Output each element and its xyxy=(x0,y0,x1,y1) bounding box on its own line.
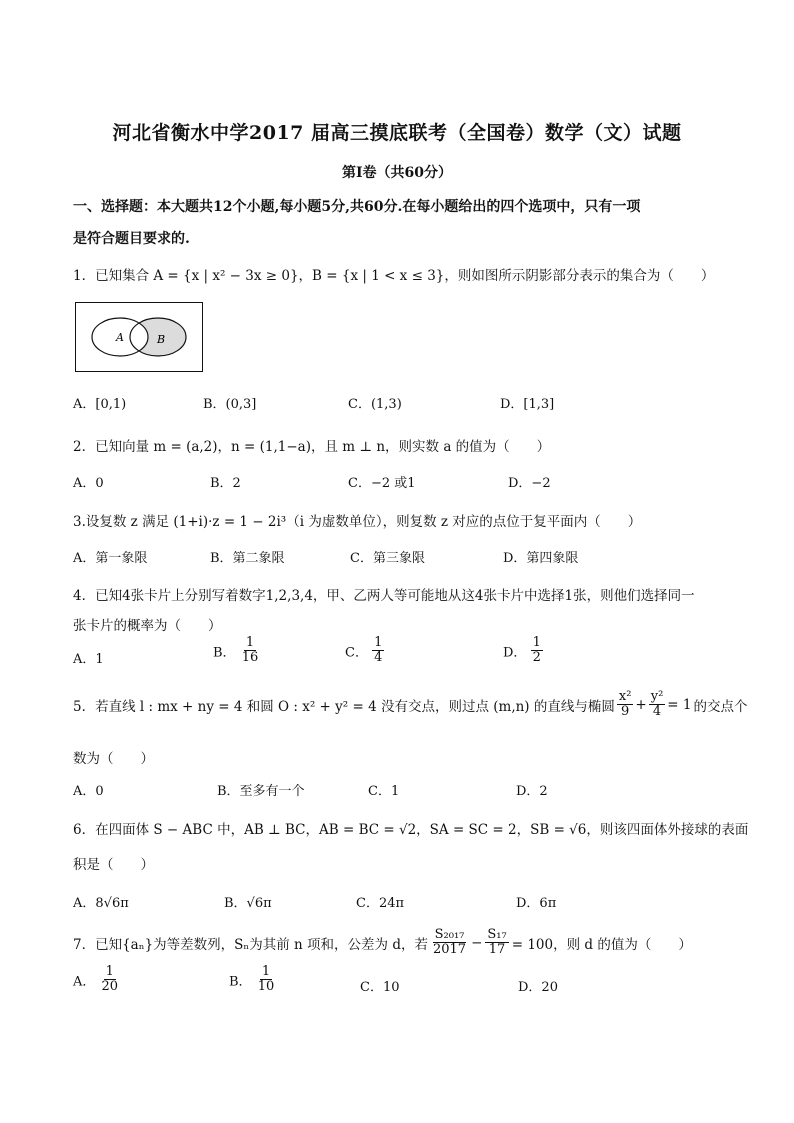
q2-option-d: D．−2 xyxy=(508,476,551,491)
q4-option-c xyxy=(345,636,384,666)
q7-option-c: C．10 xyxy=(360,980,400,995)
q6-option-c: C．24π xyxy=(356,896,405,911)
q7-fraction-2 xyxy=(485,928,508,958)
q4-option-b-label: B． xyxy=(213,645,236,661)
q7-fraction-1 xyxy=(431,928,468,958)
fraction-numerator: S₂₀₁₇ xyxy=(434,927,465,942)
q4-option-c-label: C． xyxy=(345,645,368,661)
venn-diagram xyxy=(75,302,203,372)
q1-option-d: D．[1,3] xyxy=(500,397,555,412)
q4-option-d-fraction xyxy=(531,636,543,666)
fraction-numerator: y² xyxy=(650,689,664,704)
q4-option-d xyxy=(503,636,543,666)
question-1-text: 1．已知集合 A = {x | x² − 3x ≥ 0}，B = {x | 1 < x ≤ 3}，则如图所示阴影部分表示的集合为（ ） xyxy=(73,268,715,284)
q5-option-d: D．2 xyxy=(516,784,548,799)
ellipse-plus: + xyxy=(635,696,647,713)
q7-minus: − xyxy=(471,934,483,951)
q7-option-a xyxy=(73,965,120,995)
q6-option-a: A．8√6π xyxy=(73,896,129,911)
fraction-denominator: 16 xyxy=(241,650,259,666)
fraction-numerator: 1 xyxy=(532,635,541,650)
q1-option-c: C．(1,3) xyxy=(348,397,402,412)
question-5-line1 xyxy=(73,690,747,720)
q7-text-end: = 100，则 d 的值为（ ） xyxy=(511,936,692,953)
q7-option-b xyxy=(229,965,276,995)
fraction-numerator: 1 xyxy=(261,964,271,979)
q3-option-d: D．第四象限 xyxy=(503,551,579,566)
q4-option-b xyxy=(213,636,260,666)
q3-option-a: A．第一象限 xyxy=(73,551,148,566)
venn-diagram-svg xyxy=(76,303,202,371)
q5-text-start: 5．若直线 l : mx + ny = 4 和圆 O : x² + y² = 4 没有交点，则过点 (m,n) 的直线与椭圆 xyxy=(73,698,615,715)
fraction-denominator: 9 xyxy=(620,704,630,720)
question-2-text: 2．已知向量 m = (a,2)，n = (1,1−a)，且 m ⊥ n，则实数 a 的值为（ ） xyxy=(73,439,551,455)
q2-option-b: B．2 xyxy=(210,476,241,491)
q3-option-b: B．第二象限 xyxy=(210,551,285,566)
question-4-line2: 张卡片的概率为（ ） xyxy=(73,618,222,634)
q7-option-a-label: A． xyxy=(73,974,96,990)
fraction-denominator: 4 xyxy=(374,650,383,666)
set-b-label: B xyxy=(157,333,166,346)
q6-option-b: B．√6π xyxy=(224,896,272,911)
page-title: 河北省衡水中学2017 届高三摸底联考（全国卷）数学（文）试题 xyxy=(112,122,682,144)
q7-option-b-fraction xyxy=(256,965,277,995)
q4-option-a: A．1 xyxy=(73,652,104,667)
fraction-denominator: 4 xyxy=(652,704,662,720)
ellipse-y-term xyxy=(649,690,666,720)
section-instructions-line1: 一、选择题：本大题共12个小题,每小题5分,共60分.在每小题给出的四个选项中，只有一项 xyxy=(73,199,641,215)
fraction-numerator: 1 xyxy=(374,635,383,650)
question-6-line2: 积是（ ） xyxy=(73,857,154,873)
q5-option-a: A．0 xyxy=(73,784,104,799)
q6-option-d: D．6π xyxy=(516,896,557,911)
q7-option-d: D．20 xyxy=(518,980,558,995)
q7-option-a-fraction xyxy=(100,965,121,995)
set-a-label: A xyxy=(116,331,124,344)
q2-option-c: C．−2 或1 xyxy=(348,476,416,491)
fraction-numerator: 1 xyxy=(245,635,255,650)
fraction-denominator: 2 xyxy=(532,650,541,666)
question-3-text: 3.设复数 z 满足 (1+i)·z = 1 − 2i³（i 为虚数单位），则复数 z 对应的点位于复平面内（ ） xyxy=(73,514,642,530)
fraction-denominator: 17 xyxy=(488,942,506,958)
fraction-denominator: 10 xyxy=(257,979,275,995)
q4-option-c-fraction xyxy=(372,636,384,666)
fraction-numerator: S₁₇ xyxy=(487,927,507,942)
q1-option-a: A．[0,1) xyxy=(73,397,127,412)
fraction-numerator: x² xyxy=(618,689,632,704)
question-4-line1: 4．已知4张卡片上分别写着数字1,2,3,4，甲、乙两人等可能地从这4张卡片中选择1张，则他们选择同一 xyxy=(73,588,695,604)
fraction-denominator: 2017 xyxy=(432,942,467,958)
ellipse-equals: = 1 xyxy=(667,696,692,713)
question-5-line2: 数为（ ） xyxy=(73,751,154,767)
q4-option-b-fraction xyxy=(240,636,261,666)
q7-text-start: 7．已知{aₙ}为等差数列，Sₙ为其前 n 项和，公差为 d，若 xyxy=(73,936,428,953)
q2-option-a: A．0 xyxy=(73,476,104,491)
question-6-line1: 6．在四面体 S − ABC 中，AB ⊥ BC，AB = BC = √2，SA = SC = 2，SB = √6，则该四面体外接球的表面 xyxy=(73,822,749,838)
q5-option-b: B．至多有一个 xyxy=(217,784,305,799)
q5-option-c: C．1 xyxy=(368,784,400,799)
q3-option-c: C．第三象限 xyxy=(350,551,425,566)
fraction-numerator: 1 xyxy=(105,964,114,979)
q5-text-end: 的交点个 xyxy=(693,698,748,715)
question-7-text xyxy=(73,928,692,958)
ellipse-x-term xyxy=(617,690,634,720)
q4-option-d-label: D． xyxy=(503,645,527,661)
q7-option-b-label: B． xyxy=(229,974,252,990)
q1-option-b: B．(0,3] xyxy=(203,397,257,412)
fraction-denominator: 20 xyxy=(101,979,119,995)
part-heading: 第Ⅰ卷（共60分） xyxy=(341,165,453,181)
section-instructions-line2: 是符合题目要求的. xyxy=(73,231,190,247)
